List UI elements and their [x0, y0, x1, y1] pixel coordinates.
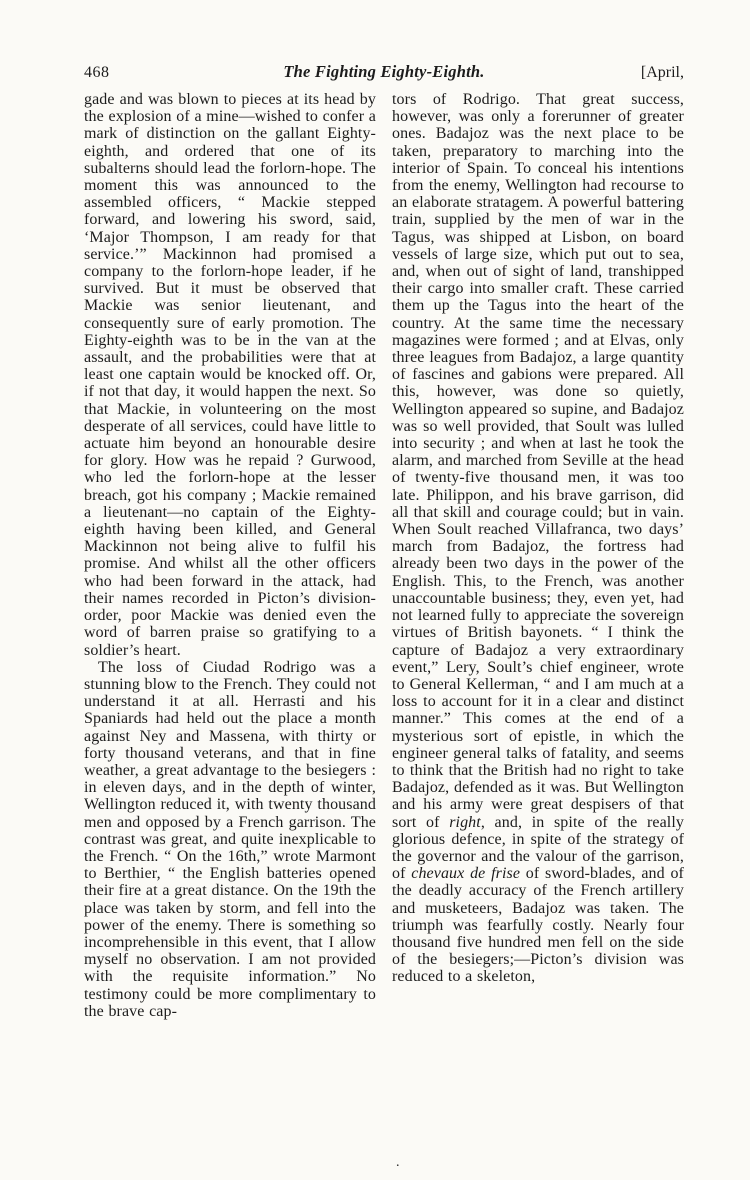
text-segment-italic: right [449, 813, 481, 831]
paragraph-continuation: gade and was blown to pieces at its head by the explosion of a mine—wished to confer a mark of distinction on the gallant Eighty-eighth, and ordered that one of its subalterns should lead the forlorn-hope. The moment this was announced to the assembled officers, “ Mackie stepped forward, and lowering his sword, said, ‘Major Thompson, I am ready for that service.’” Mackinnon had promised a company to the forlorn-hope leader, if he survived. But it must be observed that Mackie was senior lieutenant, and consequently sure of early promotion. The Eighty-eighth was to be in the van at the assault, and the probabilities were that at least one captain would be knocked off. Or, if not that day, it would happen the next. So that Mackie, in volunteering on the most desperate of all services, could have little to actuate him beyond an honourable desire for glory. How was he repaid ? Gurwood, who led the forlorn-hope at the lesser breach, got his company ; Mackie remained a lieutenant—no captain of the Eighty-eighth having been killed, and General Mackinnon not being alive to fulfil his promise. And whilst all the other officers who had been forward in the attack, had their names recorded in Picton’s division-order, poor Mackie was denied even the word of barren praise so gratifying to a soldier’s heart. [84, 91, 376, 659]
text-segment: of sword-blades, and of the deadly accuracy of the French artillery and musketeers, Badajoz was taken. The triumph was fearfully costly. Nearly four thousand five hundred men fell on the side of the besiegers;—Picton’s division was reduced to a skeleton, [392, 865, 684, 986]
text-segment-italic: chevaux de frise [411, 865, 521, 883]
text-columns [84, 91, 684, 1020]
text-segment: tors of Rodrigo. That great success, however, was only a forerunner of greater ones. Badajoz was the next place to be taken, preparatory to marching into the interior of Spain. To conceal his intentions from the enemy, Wellington had recourse to an elaborate stratagem. A powerful battering train, supplied by the men of war in the Tagus, was shipped at Lisbon, on board vessels of large size, which put out to sea, and, when out of sight of land, transhipped their cargo into smaller craft. These carried them up the Tagus into the heart of the country. At the same time the necessary magazines were formed ; and at Elvas, only three leagues from Badajoz, a large quantity of fascines and gabions were prepared. All this, however, was done so quietly, Wellington appeared so supine, and Badajoz was so well provided, that Soult was lulled into security ; and when at last he took the alarm, and marched from Seville at the head of twenty-five thousand men, it was too late. Philippon, and his brave garrison, did all that skill and courage could; but in vain. When Soult reached Villafranca, two days’ march from Badajoz, the fortress had already been two days in the power of the English. This, to the French, was another unaccountable business; they, even yet, had not learned fully to appreciate the sovereign virtues of British bayonets. “ I think the capture of Badajoz a very extraordinary event,” Lery, Soult’s chief engineer, wrote to General Kellerman, “ and I am much at a loss to account for it in a clear and distinct manner.” This comes at the end of a mysterious sort of epistle, in which the engineer general talks of fatality, and seems to think that the British had no right to take Badajoz, defended as it was. But Wellington and his army were great despisers of that sort of [392, 91, 684, 831]
paragraph: The loss of Ciudad Rodrigo was a stunning blow to the French. They could not understand it at all. Herrasti and his Spaniards had held out the place a month against Ney and Massena, with thirty or forty thousand veterans, and that in fine weather, a great advantage to the besiegers : in eleven days, and in the depth of winter, Wellington reduced it, with twenty thousand men and opposed by a French garrison. The contrast was great, and quite inexplicable to the French. “ On the 16th,” wrote Marmont to Berthier, “ the English batteries opened their fire at a great distance. On the 19th the place was taken by storm, and fell into the power of the enemy. There is something so incomprehensible in this event, that I allow myself no observation. I am not provided with the requisite information.” No testimony could be more complimentary to the brave cap- [84, 658, 376, 1020]
running-header [84, 62, 684, 82]
page-number: 468 [84, 64, 110, 81]
running-title: The Fighting Eighty-Eighth. [283, 62, 485, 81]
paragraph-continuation [392, 91, 684, 986]
issue-month-label: [April, [640, 64, 684, 81]
left-column [84, 91, 376, 1020]
right-column [392, 91, 684, 1020]
printers-mark-dot: . [396, 1155, 400, 1170]
text-segment: , and, in spite of the really glorious defence, in spite of the strategy of the governor and the valour of the garrison, of [392, 813, 684, 883]
